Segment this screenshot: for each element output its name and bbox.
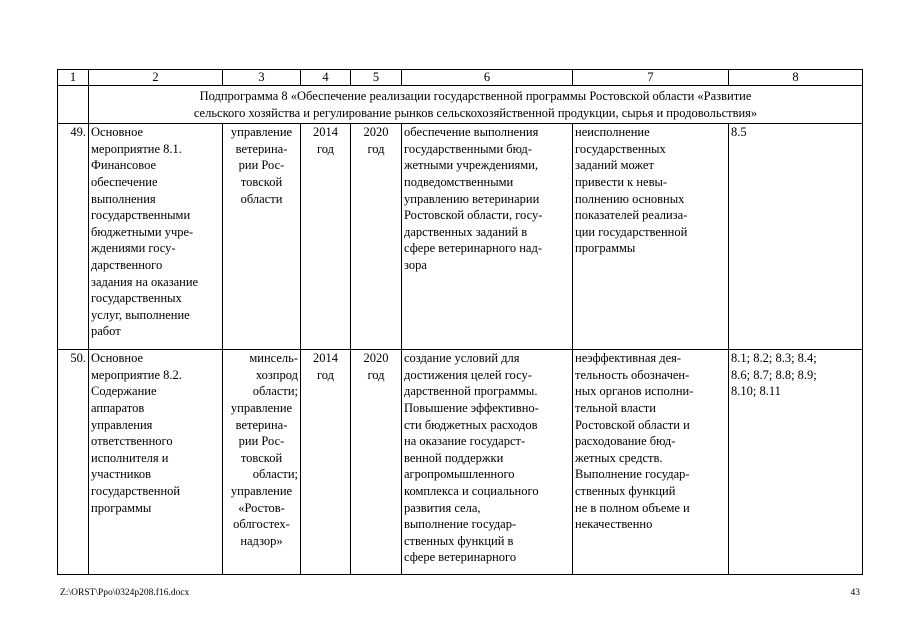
text-line: управления bbox=[91, 417, 153, 432]
text-line: достижения целей госу- bbox=[404, 367, 532, 382]
measures-table bbox=[57, 69, 863, 575]
subprogram-title-line: Подпрограмма 8 «Обеспечение реализации государственной программы Ростовской области «Развитие bbox=[199, 89, 752, 103]
year-value: 2020 bbox=[363, 125, 389, 140]
row-number: 50. bbox=[58, 350, 89, 575]
indicators-cell bbox=[729, 124, 863, 350]
text-line: неэффективная дея- bbox=[575, 351, 682, 366]
text-line: управление bbox=[230, 483, 293, 498]
text-line: Ростовской области, госу- bbox=[404, 208, 543, 223]
text-line: облгостех- bbox=[233, 517, 290, 532]
text-line: жетных средств. bbox=[575, 450, 663, 465]
consequence-cell bbox=[573, 124, 729, 350]
text-line: ственных функций в bbox=[404, 533, 514, 548]
text-line: тельность обозначен- bbox=[575, 367, 690, 382]
executor-cell bbox=[223, 124, 301, 350]
text-line: выполнения bbox=[91, 191, 156, 206]
text-line: минсель- bbox=[249, 351, 298, 366]
executor-cell bbox=[223, 350, 301, 575]
text-line: на оказание государст- bbox=[404, 434, 526, 449]
subprogram-title-line: сельского хозяйства и регулирование рынков сельскохозяйственной продукции, сырья и продовольствия» bbox=[193, 105, 758, 120]
year-value: 2014 bbox=[313, 351, 338, 366]
empty-cell bbox=[58, 86, 89, 124]
text-line: обеспечение bbox=[91, 174, 158, 189]
row-number: 49. bbox=[58, 124, 89, 350]
expected-result-cell bbox=[402, 350, 573, 575]
text-line: исполнителя и bbox=[91, 450, 169, 465]
text-line: государственных bbox=[575, 141, 666, 156]
text-line: сти бюджетных расходов bbox=[404, 417, 538, 432]
end-year-cell bbox=[351, 124, 402, 350]
year-unit: год bbox=[316, 367, 335, 382]
year-unit: год bbox=[367, 141, 385, 156]
text-line: государственными бюд- bbox=[404, 141, 532, 156]
text-line: показателей реализа- bbox=[575, 208, 688, 223]
text-line: программы bbox=[575, 241, 636, 256]
text-line: венной поддержки bbox=[404, 450, 504, 465]
text-line: 8.10; 8.11 bbox=[731, 384, 781, 399]
column-number: 3 bbox=[223, 70, 301, 86]
start-year-cell bbox=[301, 350, 351, 575]
text-line: 8.5 bbox=[731, 125, 747, 140]
page-number: 43 bbox=[850, 588, 860, 598]
column-number: 8 bbox=[729, 70, 863, 86]
subprogram-row bbox=[58, 86, 863, 124]
text-line: товской bbox=[240, 174, 283, 189]
text-line: комплекса и социального bbox=[404, 483, 539, 498]
text-line: услуг, выполнение bbox=[91, 307, 190, 322]
text-line: дарственных заданий в bbox=[404, 224, 528, 239]
text-line: государственными bbox=[91, 208, 191, 223]
text-line: рии Рос- bbox=[238, 158, 285, 173]
text-line: надзор» bbox=[240, 533, 283, 548]
text-line: жетными учреждениями, bbox=[404, 158, 539, 173]
text-line: Ростовской области и bbox=[575, 417, 690, 432]
text-line: развития села, bbox=[404, 500, 481, 515]
text-line: подведомственными bbox=[404, 174, 514, 189]
text-line: Финансовое bbox=[91, 158, 157, 173]
text-line: ждениями госу- bbox=[91, 241, 176, 256]
year-unit: год bbox=[367, 367, 385, 382]
document-path: Z:\ORST\Ppo\0324p208.f16.docx bbox=[60, 588, 190, 598]
text-line: неисполнение bbox=[575, 125, 650, 140]
text-line: ветерина- bbox=[235, 141, 288, 156]
end-year-cell bbox=[351, 350, 402, 575]
text-line: бюджетными учре- bbox=[91, 224, 194, 239]
text-line: 8.1; 8.2; 8.3; 8.4; bbox=[731, 351, 817, 366]
text-line: расходование бюд- bbox=[575, 434, 676, 449]
year-value: 2020 bbox=[363, 351, 389, 366]
text-line: области; bbox=[252, 384, 298, 399]
text-line: управление bbox=[230, 125, 293, 140]
table-row bbox=[58, 124, 863, 350]
text-line: мероприятие 8.2. bbox=[91, 367, 182, 382]
text-line: хозпрод bbox=[255, 367, 298, 382]
text-line: управление bbox=[230, 400, 293, 415]
text-line: агропромышленного bbox=[404, 467, 515, 482]
text-line: создание условий для bbox=[404, 351, 520, 366]
text-line: ответственного bbox=[91, 434, 173, 449]
text-line: сфере ветеринарного над- bbox=[404, 241, 542, 256]
event-name-cell bbox=[89, 124, 223, 350]
text-line: выполнение государ- bbox=[404, 517, 517, 532]
text-line: управлению ветеринарии bbox=[404, 191, 540, 206]
text-line: 8.6; 8.7; 8.8; 8.9; bbox=[731, 367, 817, 382]
table-row bbox=[58, 350, 863, 575]
text-line: сфере ветеринарного bbox=[404, 550, 517, 565]
column-number: 1 bbox=[58, 70, 89, 86]
start-year-cell bbox=[301, 124, 351, 350]
text-line: товской bbox=[240, 450, 283, 465]
text-line: государственных bbox=[91, 291, 182, 306]
text-line: программы bbox=[91, 500, 152, 515]
event-name-cell bbox=[89, 350, 223, 575]
text-line: Основное bbox=[91, 351, 144, 366]
text-line: полнению основных bbox=[575, 191, 685, 206]
text-line: ции государственной bbox=[575, 224, 688, 239]
subprogram-title bbox=[89, 86, 863, 124]
text-line: обеспечение выполнения bbox=[404, 125, 539, 140]
text-line: Повышение эффективно- bbox=[404, 400, 539, 415]
text-line: работ bbox=[91, 324, 121, 339]
column-number: 5 bbox=[351, 70, 402, 86]
text-line: участников bbox=[91, 467, 152, 482]
text-line: «Ростов- bbox=[238, 500, 285, 515]
text-line: области bbox=[240, 191, 283, 206]
text-line: государственной bbox=[91, 483, 181, 498]
text-line: мероприятие 8.1. bbox=[91, 141, 182, 156]
text-line: не в полном объеме и bbox=[575, 500, 690, 515]
text-line: тельной власти bbox=[575, 400, 656, 415]
text-line: некачественно bbox=[575, 517, 653, 532]
column-number: 4 bbox=[301, 70, 351, 86]
year-value: 2014 bbox=[313, 125, 338, 140]
text-line: рии Рос- bbox=[238, 434, 285, 449]
consequence-cell bbox=[573, 350, 729, 575]
text-line: ственных функций bbox=[575, 483, 676, 498]
text-line: Основное bbox=[91, 125, 144, 140]
text-line: ветерина- bbox=[235, 417, 288, 432]
indicators-cell bbox=[729, 350, 863, 575]
text-line: привести к невы- bbox=[575, 174, 668, 189]
text-line: Содержание bbox=[91, 384, 157, 399]
text-line: дарственного bbox=[91, 257, 163, 272]
column-number-row bbox=[58, 70, 863, 86]
expected-result-cell bbox=[402, 124, 573, 350]
text-line: заданий может bbox=[575, 158, 654, 173]
column-number: 2 bbox=[89, 70, 223, 86]
text-line: области; bbox=[252, 467, 298, 482]
column-number: 7 bbox=[573, 70, 729, 86]
column-number: 6 bbox=[402, 70, 573, 86]
text-line: задания на оказание bbox=[91, 274, 199, 289]
year-unit: год bbox=[316, 141, 335, 156]
text-line: Выполнение государ- bbox=[575, 467, 690, 482]
text-line: аппаратов bbox=[91, 400, 145, 415]
text-line: дарственной программы. bbox=[404, 384, 538, 399]
text-line: зора bbox=[404, 257, 427, 272]
text-line: ных органов исполни- bbox=[575, 384, 694, 399]
